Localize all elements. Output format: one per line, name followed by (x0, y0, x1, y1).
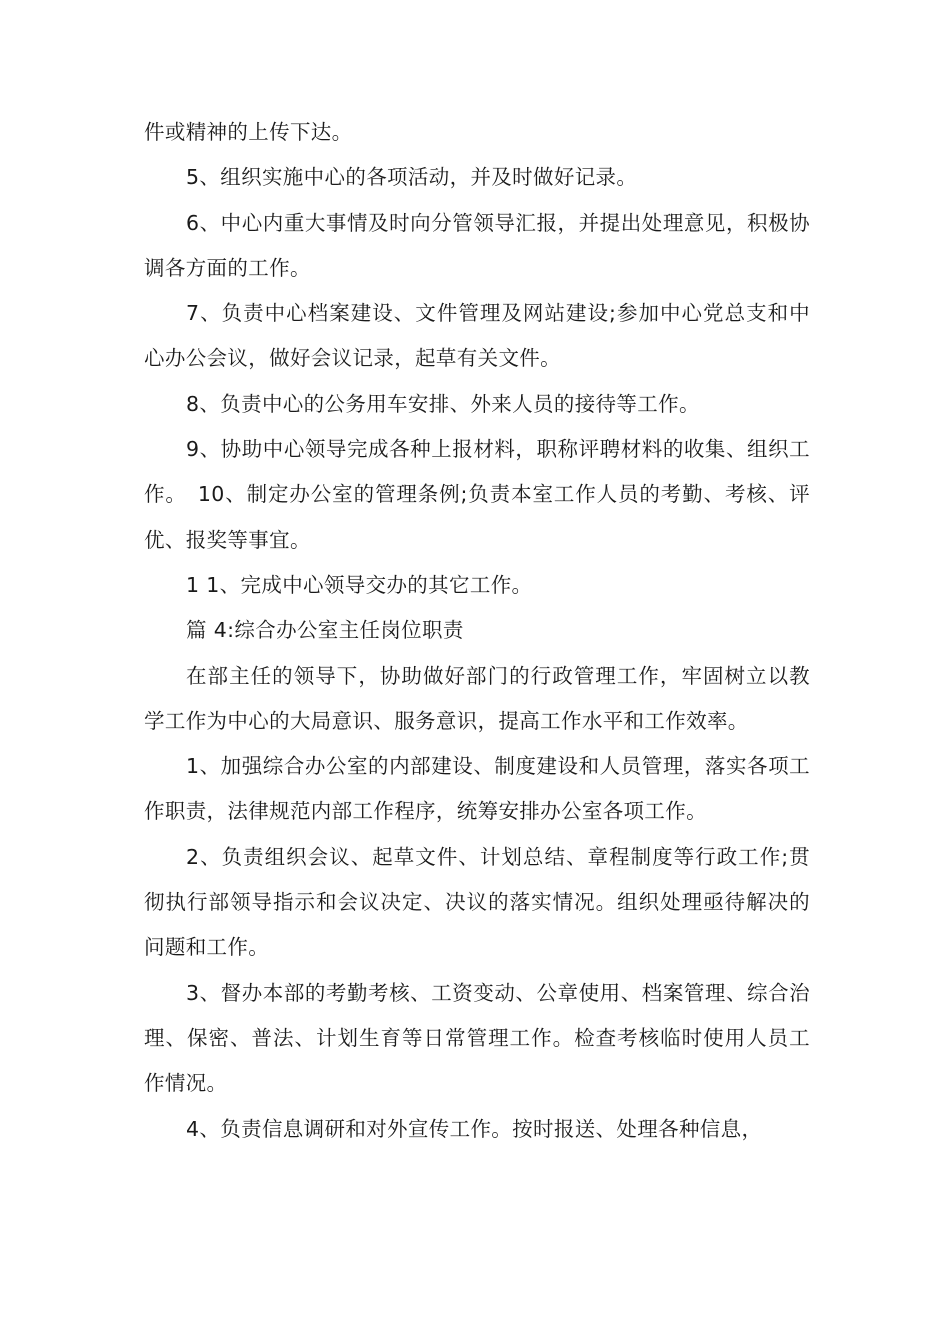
paragraph-continuation: 件或精神的上传下达。 (144, 120, 353, 144)
section-heading: 篇 4:综合办公室主任岗位职责 (186, 618, 464, 643)
paragraph-item-9-10: 9、协助中心领导完成各种上报材料，职称评聘材料的收集、组织工作。 10、制定办公室的管理条例;负责本室工作人员的考勤、考核、评优、报奖等事宜。 (144, 437, 810, 552)
paragraph-duty-2: 2、负责组织会议、起草文件、计划总结、章程制度等行政工作;贯彻执行部领导指示和会议决定、决议的落实情况。组织处理亟待解决的问题和工作。 (144, 844, 810, 960)
paragraph-item-8: 8、负责中心的公务用车安排、外来人员的接待等工作。 (186, 391, 700, 416)
paragraph-item-7: 7、负责中心档案建设、文件管理及网站建设;参加中心党总支和中心办公会议，做好会议记录，起草有关文件。 (144, 301, 810, 371)
paragraph-item-5: 5、组织实施中心的各项活动，并及时做好记录。 (186, 165, 638, 190)
paragraph-intro: 在部主任的领导下，协助做好部门的行政管理工作，牢固树立以教学工作为中心的大局意识、服务意识，提高工作水平和工作效率。 (144, 663, 810, 733)
document-body (144, 110, 810, 1152)
paragraph-duty-1: 1、加强综合办公室的内部建设、制度建设和人员管理，落实各项工作职责，法律规范内部工作程序，统筹安排办公室各项工作。 (144, 754, 810, 824)
paragraph-duty-4: 4、负责信息调研和对外宣传工作。按时报送、处理各种信息， (186, 1116, 763, 1141)
paragraph-duty-3: 3、督办本部的考勤考核、工资变动、公章使用、档案管理、综合治理、保密、普法、计划生育等日常管理工作。检查考核临时使用人员工作情况。 (144, 980, 810, 1096)
paragraph-item-11: 1 1、完成中心领导交办的其它工作。 (186, 572, 533, 597)
paragraph-item-6: 6、中心内重大事情及时向分管领导汇报，并提出处理意见，积极协调各方面的工作。 (144, 210, 810, 280)
